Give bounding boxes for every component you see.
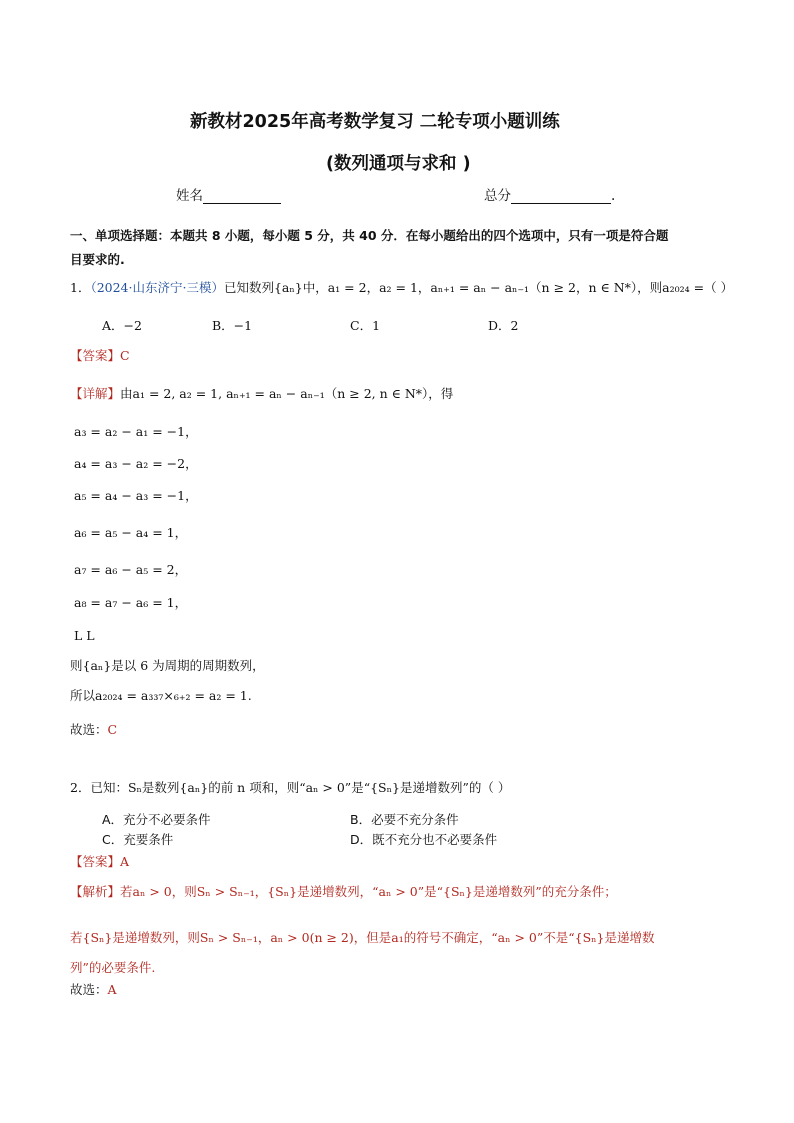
option-c[interactable]: C．充要条件	[102, 832, 174, 847]
option-d[interactable]: D．2	[488, 318, 519, 333]
score-end: .	[611, 188, 616, 204]
option-c[interactable]: C．1	[350, 318, 381, 333]
option-d[interactable]: D．既不充分也不必要条件	[350, 832, 498, 847]
choose-line-2	[70, 980, 117, 998]
score-blank[interactable]	[511, 189, 611, 204]
page-subtitle: (数列通项与求和 )	[326, 154, 471, 174]
conclusion-line: 则{aₙ}是以 6 为周期的周期数列，	[70, 658, 265, 673]
analysis-tag: 【解析】	[70, 884, 121, 899]
detail-text: 由a₁ = 2, a₂ = 1, aₙ₊₁ = aₙ − aₙ₋₁（n ≥ 2, n ∈ N*），得	[120, 386, 454, 401]
name-field	[176, 184, 281, 204]
answer-value: A	[120, 854, 130, 869]
question-source: （2024·山东济宁·三模）	[90, 280, 224, 295]
choose-label: 故选：	[70, 722, 108, 737]
analysis-line-3: 列”的必要条件.	[70, 960, 156, 975]
answer-value: C	[120, 348, 130, 363]
question-text: 已知数列{aₙ}中，a₁ = 2，a₂ = 1，aₙ₊₁ = aₙ − aₙ₋₁（n ≥ 2，n ∈ N*），则a₂₀₂₄ =（ ）	[223, 280, 734, 295]
section-heading-cont: 目要求的.	[70, 252, 125, 267]
choose-answer: A	[107, 982, 117, 997]
score-field	[484, 184, 615, 204]
choose-line-1	[70, 720, 117, 738]
detail-tag: 【详解】	[70, 386, 121, 401]
section-heading: 一、单项选择题：本题共 8 小题，每小题 5 分，共 40 分．在每小题给出的四个选项中，只有一项是符合题	[70, 228, 669, 243]
conclusion-line: 所以a₂₀₂₄ = a₃₃₇×₆₊₂ = a₂ = 1.	[70, 688, 252, 703]
option-b[interactable]: B．必要不充分条件	[350, 812, 459, 827]
question-1-stem	[70, 278, 733, 296]
step-line: a₈ = a₇ − a₆ = 1，	[74, 595, 188, 610]
option-a[interactable]: A．−2	[102, 318, 142, 333]
answer-line-2	[70, 852, 129, 870]
question-number: 2．	[70, 780, 91, 795]
name-label: 姓名	[176, 188, 203, 204]
analysis-text: 若aₙ > 0，则Sₙ > Sₙ₋₁，{Sₙ}是递增数列，“aₙ > 0”是“{Sₙ}是递增数列”的充分条件；	[120, 884, 617, 899]
option-b[interactable]: B．−1	[212, 318, 253, 333]
step-line: a₃ = a₂ − a₁ = −1，	[74, 424, 198, 439]
answer-tag: 【答案】	[70, 854, 121, 869]
question-number: 1．	[70, 280, 91, 295]
answer-tag: 【答案】	[70, 348, 121, 363]
choose-label: 故选：	[70, 982, 108, 997]
answer-line-1	[70, 346, 130, 364]
step-line: a₇ = a₆ − a₅ = 2，	[74, 562, 188, 577]
question-text: 已知：Sₙ是数列{aₙ}的前 n 项和，则“aₙ > 0”是“{Sₙ}是递增数列”的（ ）	[90, 780, 511, 795]
score-label: 总分	[484, 188, 511, 204]
ellipsis: L L	[74, 628, 95, 643]
step-line: a₆ = a₅ − a₄ = 1，	[74, 525, 188, 540]
name-blank[interactable]	[203, 189, 281, 204]
question-2-stem	[70, 778, 510, 796]
choose-answer: C	[107, 722, 118, 737]
analysis-line-1	[70, 882, 617, 900]
analysis-line-2: 若{Sₙ}是递增数列，则Sₙ > Sₙ₋₁，aₙ > 0(n ≥ 2)，但是a₁的符号不确定，“aₙ > 0”不是“{Sₙ}是递增数	[70, 930, 655, 945]
step-line: a₅ = a₄ − a₃ = −1，	[74, 488, 198, 503]
detail-intro	[70, 384, 453, 402]
step-line: a₄ = a₃ − a₂ = −2，	[74, 456, 198, 471]
page-title: 新教材2025年高考数学复习 二轮专项小题训练	[190, 112, 560, 132]
option-a[interactable]: A．充分不必要条件	[102, 812, 211, 827]
